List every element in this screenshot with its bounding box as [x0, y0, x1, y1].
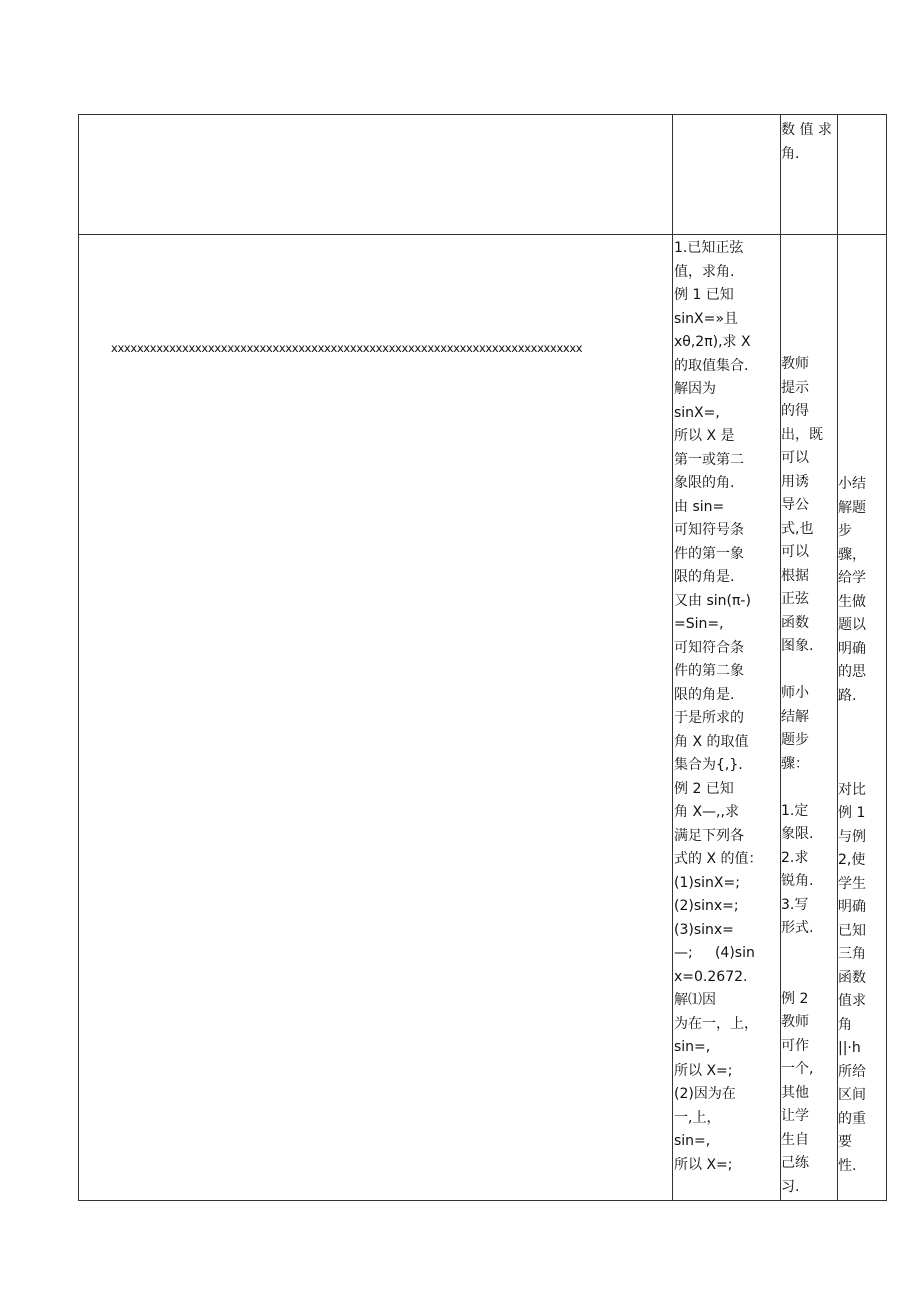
row2-placeholder-text: xxxxxxxxxxxxxxxxxxxxxxxxxxxxxxxxxxxxxxxxxxxxxxxxxxxxxxxxxxxxxxxxxxxxxxxxx	[111, 341, 583, 355]
row2-intent-cell: 小结 解题 步 骤， 给学 生做 题以 明确 的思 路. 对比 例 1 与例 2,使 学生 明确 已知 三角 函数 值求 角 ||·h 所给 区间 的重 要 性.	[838, 476, 866, 1174]
row2-teacher-cell: 教师 提示 的得 出，既 可以 用诱 导公 式,也 可以 根据 正弦 函数 图象. 师小 结解 题步 骤： 1.定 象限. 2.求 锐角. 3.写 形式. 例 2 教师 可作 一个, 其他 让学 生自 己练 习.	[781, 356, 823, 1195]
column-divider	[672, 115, 673, 1200]
lesson-table	[78, 114, 887, 1201]
row1-notes-cell: 数 值 求 角.	[781, 122, 832, 162]
row2-content-cell: 1.已知正弦 值，求角. 例 1 已知 sinX=»且 xθ,2π),求 X 的取值集合. 解因为 sinX=, 所以 X 是 第一或第二 象限的角. 由 sin= 可知符号条 件的第一象 限的角是. 又由 sin(π-) =Sin=, 可知符合条 件的第二象 限的角是. 于是所求的 角 X 的取值 集合为{,}. 例 2 已知 角 X—,,求 满足下列各 式的 X 的值： (1)sinX=; (2)sinx=; (3)sinx= —; (4)sin x=0.2672. 解⑴因 为在一，上， sin=, 所以 X=; (2)因为在 一,上， sin=, 所以 X=;	[674, 240, 763, 1173]
row-divider	[79, 234, 886, 235]
